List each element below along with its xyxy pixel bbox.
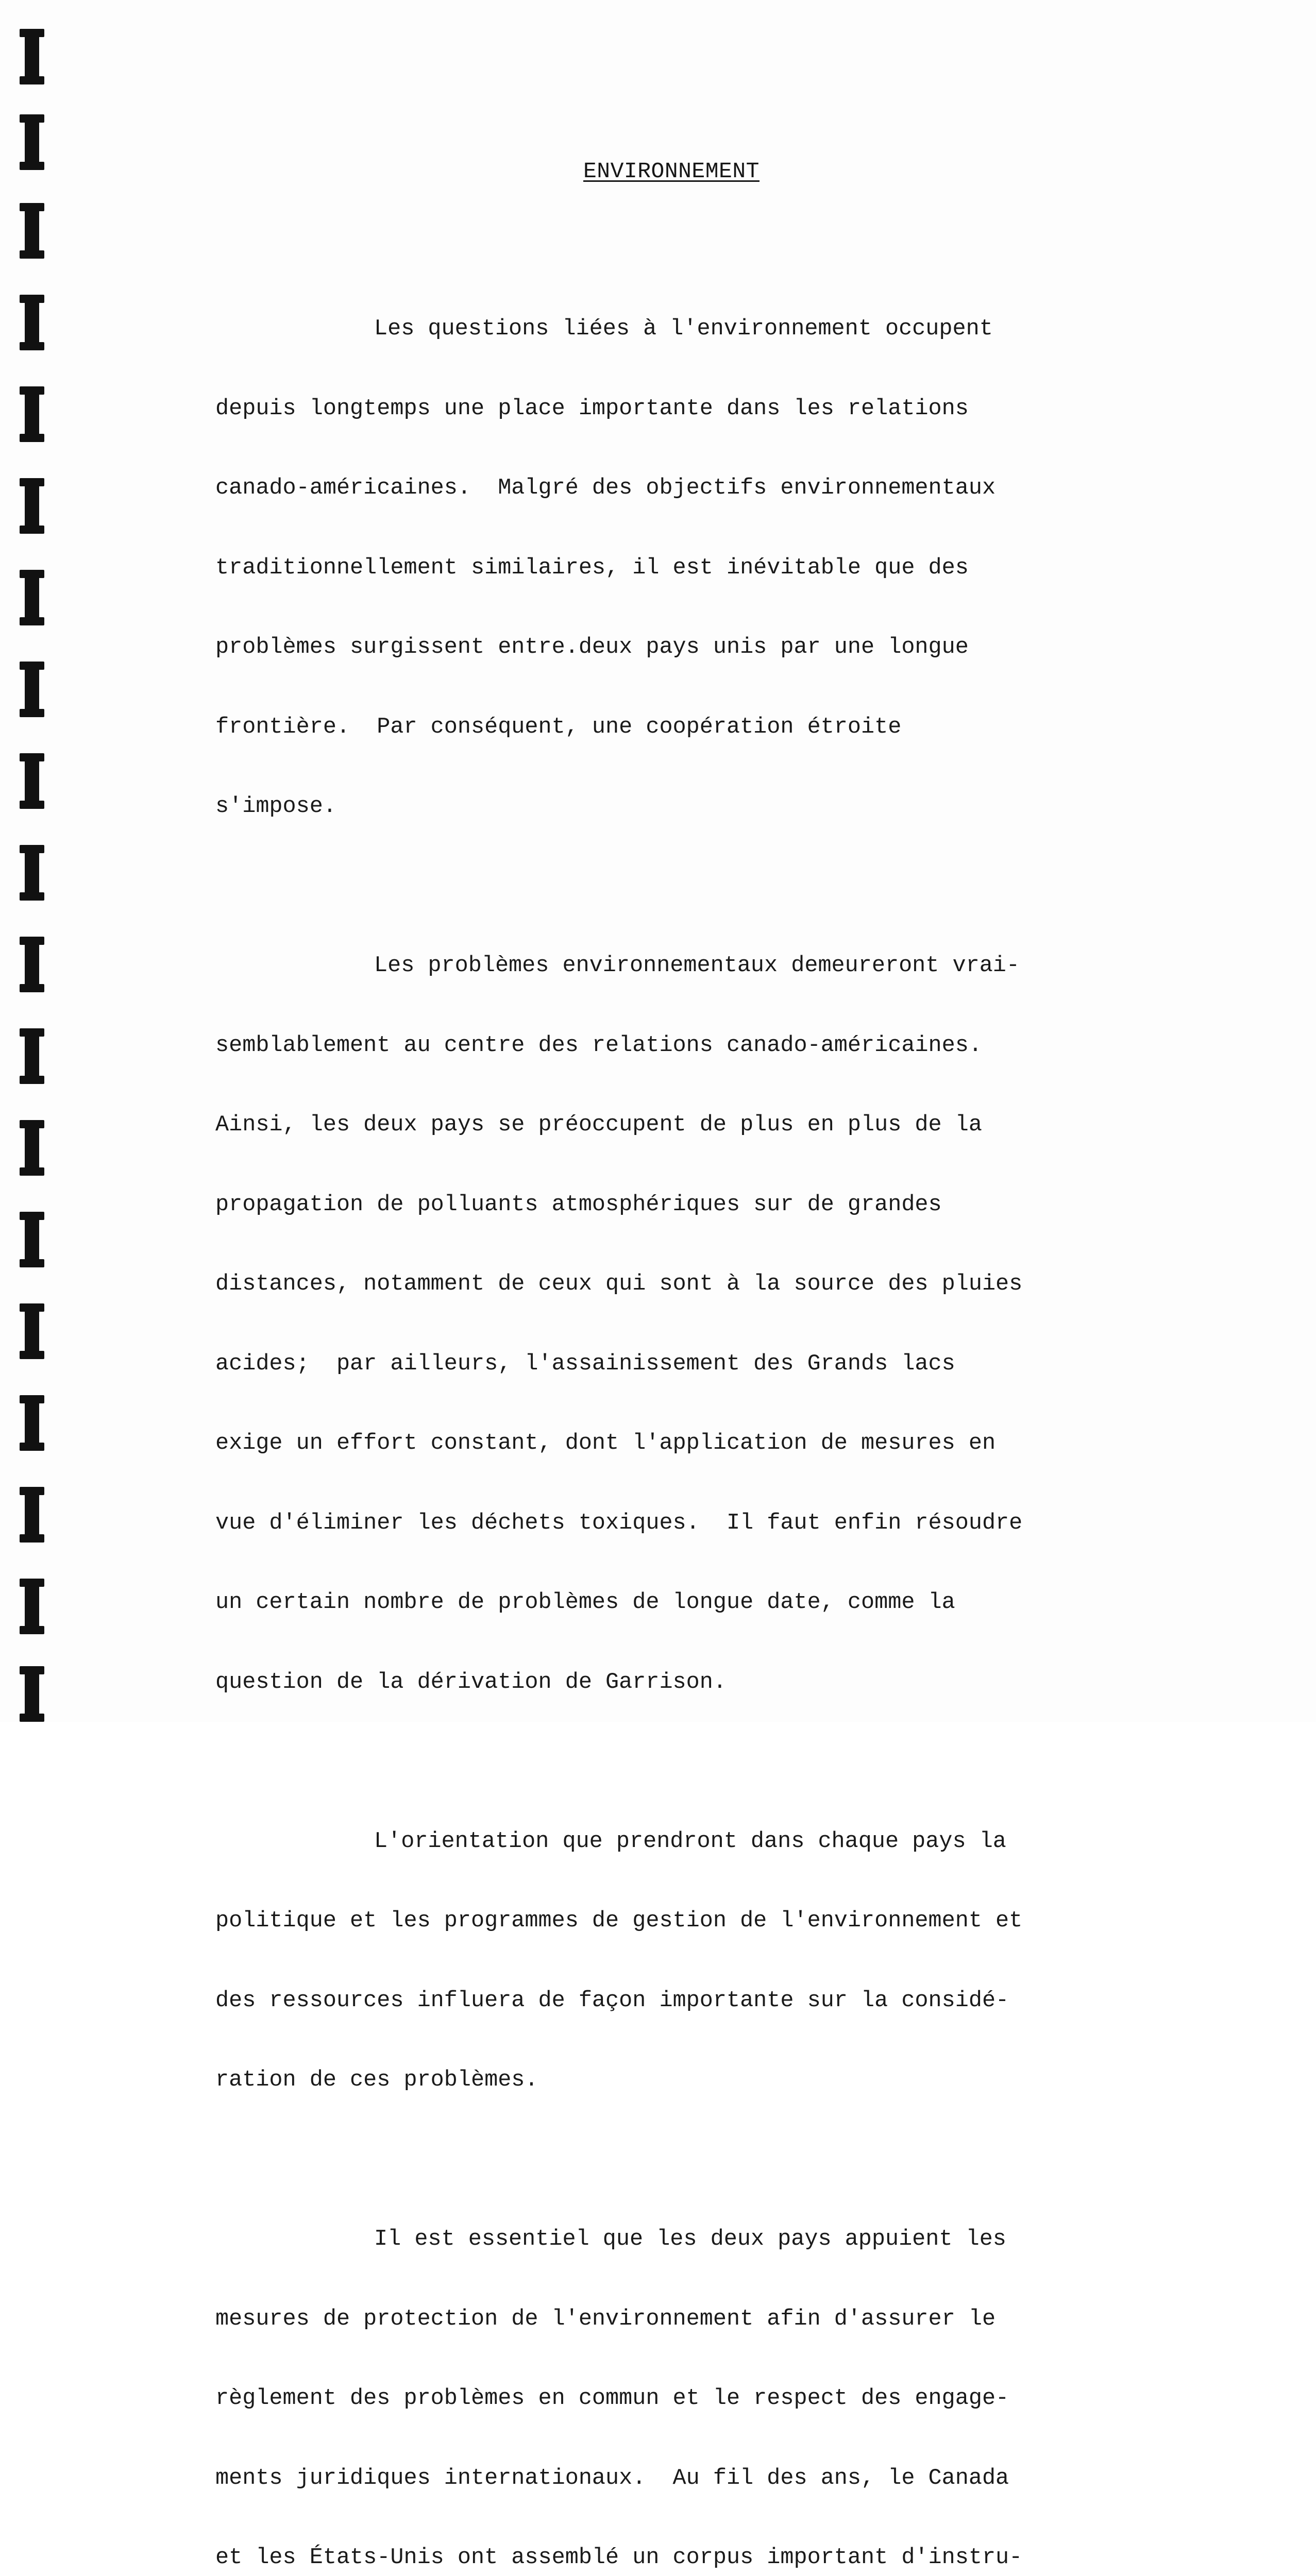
text-line: ments juridiques internationaux. Au fil des ans, le Canada bbox=[215, 2465, 1009, 2491]
text-line: Il est essentiel que les deux pays appuient les bbox=[374, 2227, 1006, 2252]
text-line: distances, notamment de ceux qui sont à la source des pluies bbox=[215, 1272, 1023, 1297]
body-text bbox=[215, 263, 1163, 2576]
binding-hole-icon bbox=[25, 206, 39, 256]
text-line: un certain nombre de problèmes de longue date, comme la bbox=[215, 1590, 955, 1615]
binding-hole-icon bbox=[25, 665, 39, 714]
text-line: traditionnellement similaires, il est inévitable que des bbox=[215, 555, 969, 581]
text-line: et les États-Unis ont assemblé un corpus important d'instru- bbox=[215, 2545, 1023, 2570]
text-line: semblablement au centre des relations canado-américaines. bbox=[215, 1032, 982, 1058]
binding-hole-icon bbox=[25, 481, 39, 531]
binding-hole-icon bbox=[25, 1398, 39, 1448]
binding-hole-icon bbox=[25, 848, 39, 897]
text-line: règlement des problèmes en commun et le respect des engage- bbox=[215, 2386, 1009, 2411]
text-line: problèmes surgissent entre.deux pays unis par une longue bbox=[215, 635, 969, 660]
binding-holes bbox=[0, 0, 41, 1722]
binding-hole-icon bbox=[25, 1490, 39, 1539]
paragraph bbox=[215, 900, 1163, 1749]
text-line: canado-américaines. Malgré des objectifs environnementaux bbox=[215, 476, 996, 501]
binding-hole-icon bbox=[25, 756, 39, 806]
binding-hole-icon bbox=[25, 1123, 39, 1173]
text-line: propagation de polluants atmosphériques sur de grandes bbox=[215, 1192, 942, 1217]
text-line: Les problèmes environnementaux demeureront vrai- bbox=[374, 953, 1020, 978]
binding-hole-icon bbox=[25, 298, 39, 347]
paragraph bbox=[215, 1775, 1163, 2147]
binding-hole-icon bbox=[25, 1582, 39, 1631]
paragraph bbox=[215, 2173, 1163, 2576]
binding-hole-icon bbox=[25, 573, 39, 622]
text-line: exige un effort constant, dont l'application de mesures en bbox=[215, 1431, 996, 1456]
text-line: mesures de protection de l'environnement afin d'assurer le bbox=[215, 2306, 996, 2332]
text-line: depuis longtemps une place importante dans les relations bbox=[215, 396, 969, 421]
text-line: Ainsi, les deux pays se préoccupent de plus en plus de la bbox=[215, 1112, 982, 1138]
text-line: frontière. Par conséquent, une coopération étroite bbox=[215, 714, 902, 740]
text-line: politique et les programmes de gestion de l'environnement et bbox=[215, 1908, 1023, 1934]
binding-hole-icon bbox=[25, 117, 39, 167]
binding-hole-icon bbox=[25, 1307, 39, 1356]
paragraph bbox=[215, 263, 1163, 873]
text-line: des ressources influera de façon importante sur la considé- bbox=[215, 1988, 1009, 2013]
text-line: acides; par ailleurs, l'assainissement des Grands lacs bbox=[215, 1351, 955, 1377]
text-line: s'impose. bbox=[215, 794, 336, 819]
text-line: vue d'éliminer les déchets toxiques. Il faut enfin résoudre bbox=[215, 1510, 1023, 1536]
text-line: L'orientation que prendront dans chaque pays la bbox=[374, 1828, 1006, 1854]
text-line: Les questions liées à l'environnement occupent bbox=[374, 316, 993, 342]
binding-hole-icon bbox=[25, 1669, 39, 1719]
page-title: ENVIRONNEMENT bbox=[583, 159, 760, 184]
binding-hole-icon bbox=[25, 389, 39, 439]
binding-hole-icon bbox=[25, 1215, 39, 1264]
binding-hole-icon bbox=[25, 32, 39, 81]
binding-hole-icon bbox=[25, 940, 39, 989]
binding-hole-icon bbox=[25, 1031, 39, 1081]
text-line: question de la dérivation de Garrison. bbox=[215, 1669, 727, 1695]
text-line: ration de ces problèmes. bbox=[215, 2067, 538, 2093]
